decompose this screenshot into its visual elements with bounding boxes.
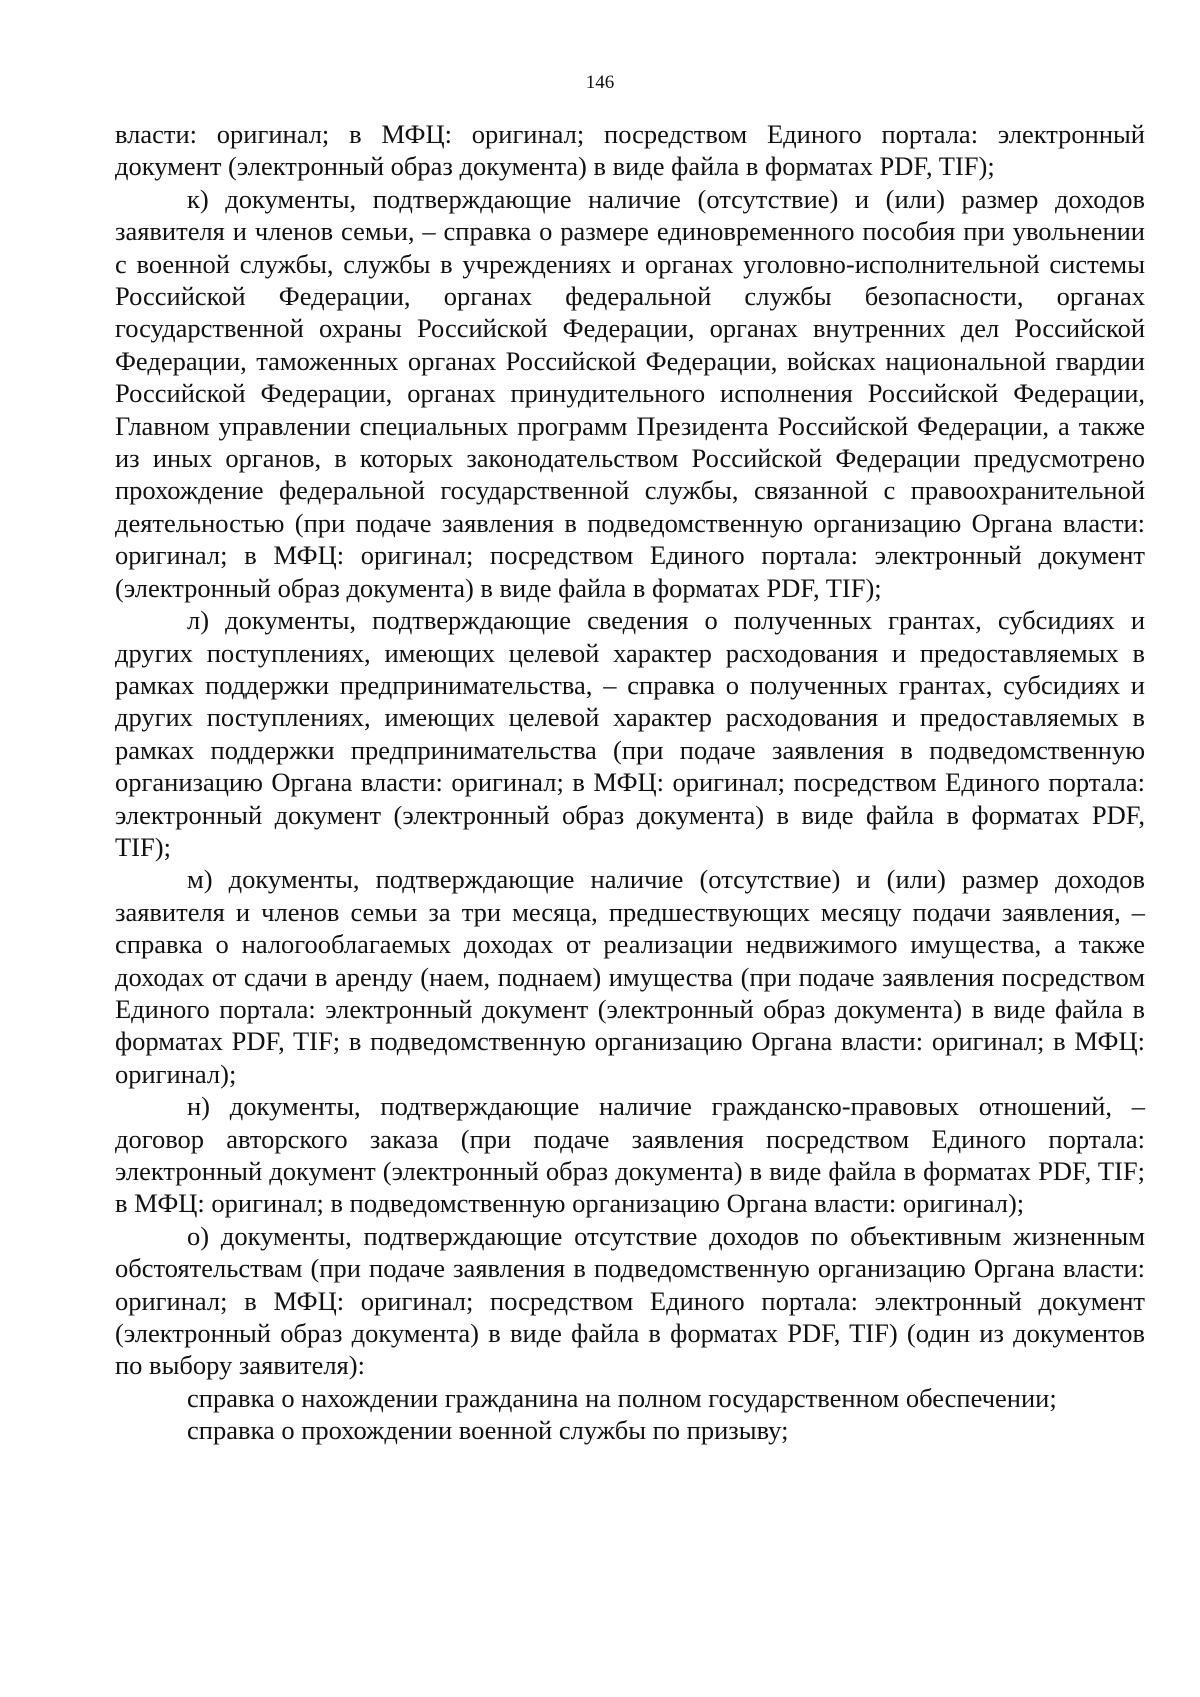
paragraph-list-entry: справка о прохождении военной службы по призыву; — [187, 1415, 789, 1446]
document-body — [115, 118, 1145, 1447]
paragraph-item-m: м) документы, подтверждающие наличие (отсутствие) и (или) размер доходов заявителя и членов семьи за три месяца, предшествующих месяцу подачи заявления, – справка о налогооблагаемых доходах от реализации недвижимого имущества, а также доходах от сдачи в аренду (наем, поднаем) имущества (при подаче заявления посредством Единого портала: электронный документ (электронный образ документа) в виде файла в форматах PDF, TIF; в подведомственную организацию Органа власти: оригинал; в МФЦ: оригинал); — [115, 864, 1145, 1089]
paragraph-item-k: к) документы, подтверждающие наличие (отсутствие) и (или) размер доходов заявителя и членов семьи, – справка о размере единовременного пособия при увольнении с военной службы, службы в учреждениях и органах уголовно-исполнительной системы Российской Федерации, органах федеральной службы безопасности, органах государственной охраны Российской Федерации, органах внутренних дел Российской Федерации, таможенных органах Российской Федерации, войсках национальной гвардии Российской Федерации, органах принудительного исполнения Российской Федерации, Главном управлении специальных программ Президента Российской Федерации, а также из иных органов, в которых законодательством Российской Федерации предусмотрено прохождение федеральной государственной службы, связанной с правоохранительной деятельностью (при подаче заявления в подведомственную организацию Органа власти: оригинал; в МФЦ: оригинал; посредством Единого портала: электронный документ (электронный образ документа) в виде файла в форматах PDF, TIF); — [115, 183, 1145, 603]
page-number: 146 — [585, 72, 615, 93]
paragraph-item-o: о) документы, подтверждающие отсутствие доходов по объективным жизненным обстоятельствам (при подаче заявления в подведомственную организацию Органа власти: оригинал; в МФЦ: оригинал; посредством Единого портала: электронный документ (электронный образ документа) в виде файла в форматах PDF, TIF) (один из документов по выбору заявителя): — [115, 1220, 1145, 1381]
paragraph-list-entry: справка о нахождении гражданина на полном государственном обеспечении; — [187, 1382, 1057, 1413]
paragraph-continuation: власти: оригинал; в МФЦ: оригинал; посредством Единого портала: электронный документ (электронный образ документа) в виде файла в форматах PDF, TIF); — [115, 119, 1145, 182]
paragraph-item-n: н) документы, подтверждающие наличие гражданско-правовых отношений, – договор авторского заказа (при подаче заявления посредством Единого портала: электронный документ (электронный образ документа) в виде файла в форматах PDF, TIF; в МФЦ: оригинал; в подведомственную организацию Органа власти: оригинал); — [115, 1091, 1145, 1219]
paragraph-item-l: л) документы, подтверждающие сведения о полученных грантах, субсидиях и других поступлениях, имеющих целевой характер расходования и предоставляемых в рамках поддержки предпринимательства, – справка о полученных грантах, субсидиях и других поступлениях, имеющих целевой характер расходования и предоставляемых в рамках поддержки предпринимательства (при подаче заявления в подведомственную организацию Органа власти: оригинал; в МФЦ: оригинал; посредством Единого портала: электронный документ (электронный образ документа) в виде файла в форматах PDF, TIF); — [115, 605, 1145, 862]
